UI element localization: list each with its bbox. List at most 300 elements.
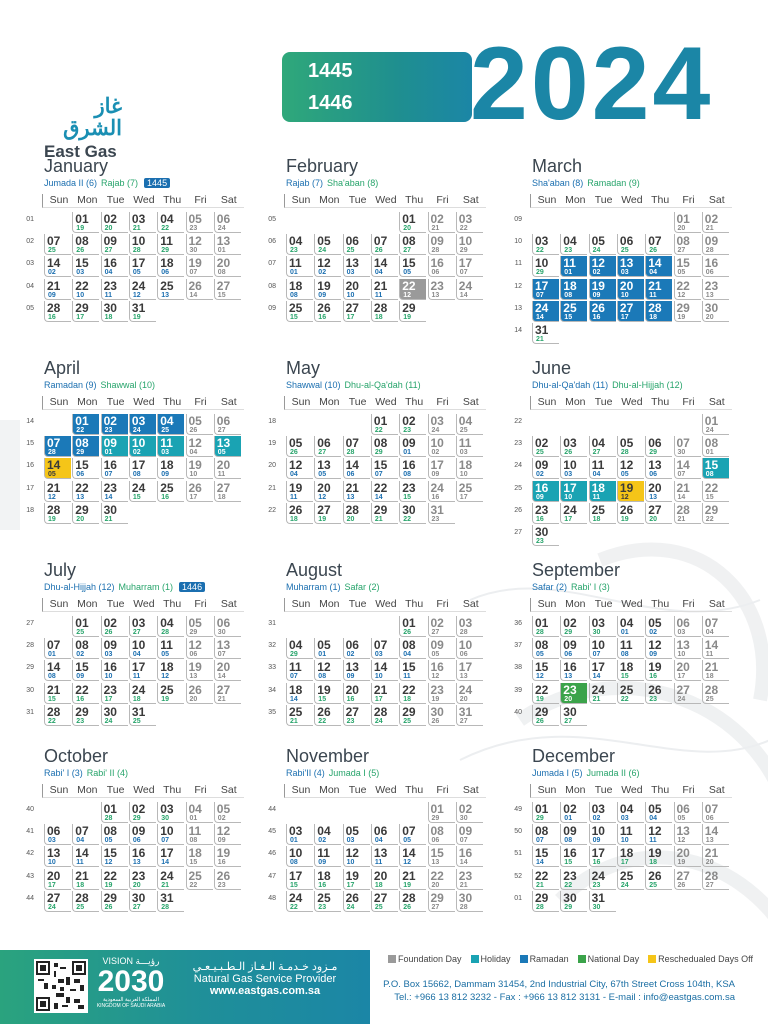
day-cell[interactable] (186, 234, 213, 255)
day-cell[interactable] (560, 846, 587, 867)
day-cell[interactable] (399, 212, 426, 233)
day-cell[interactable] (428, 891, 455, 912)
day-cell[interactable] (428, 503, 455, 524)
day-cell[interactable] (617, 869, 644, 890)
day-cell[interactable] (157, 436, 184, 457)
day-cell[interactable] (286, 481, 313, 502)
day-cell[interactable] (560, 616, 587, 637)
day-cell[interactable] (314, 824, 341, 845)
day-cell[interactable] (617, 660, 644, 681)
day-cell[interactable] (532, 503, 559, 524)
day-cell[interactable] (399, 414, 426, 435)
day-cell[interactable] (399, 301, 426, 322)
day-cell[interactable] (617, 436, 644, 457)
day-cell[interactable] (101, 414, 128, 435)
day-cell[interactable] (343, 638, 370, 659)
day-cell[interactable] (702, 279, 729, 300)
day-cell[interactable] (674, 683, 701, 704)
day-cell[interactable] (456, 212, 483, 233)
day-cell[interactable] (532, 616, 559, 637)
day-cell[interactable] (560, 824, 587, 845)
day-cell[interactable] (314, 458, 341, 479)
day-cell[interactable] (214, 824, 241, 845)
day-cell[interactable] (456, 846, 483, 867)
day-cell[interactable] (186, 824, 213, 845)
day-cell[interactable] (157, 212, 184, 233)
day-cell[interactable] (186, 458, 213, 479)
day-cell[interactable] (617, 481, 644, 502)
day-cell[interactable] (399, 481, 426, 502)
day-cell[interactable] (72, 638, 99, 659)
day-cell[interactable] (44, 458, 71, 479)
day-cell[interactable] (645, 458, 672, 479)
day-cell[interactable] (532, 436, 559, 457)
day-cell[interactable] (456, 458, 483, 479)
day-cell[interactable] (645, 616, 672, 637)
day-cell[interactable] (617, 234, 644, 255)
day-cell[interactable] (532, 323, 559, 344)
day-cell[interactable] (428, 481, 455, 502)
day-cell[interactable] (314, 301, 341, 322)
day-cell[interactable] (532, 301, 559, 322)
day-cell[interactable] (560, 683, 587, 704)
day-cell[interactable] (72, 436, 99, 457)
day-cell[interactable] (44, 503, 71, 524)
day-cell[interactable] (560, 802, 587, 823)
day-cell[interactable] (101, 683, 128, 704)
day-cell[interactable] (157, 683, 184, 704)
day-cell[interactable] (428, 802, 455, 823)
day-cell[interactable] (702, 212, 729, 233)
day-cell[interactable] (617, 824, 644, 845)
day-cell[interactable] (72, 705, 99, 726)
day-cell[interactable] (129, 212, 156, 233)
day-cell[interactable] (44, 436, 71, 457)
day-cell[interactable] (44, 256, 71, 277)
day-cell[interactable] (214, 436, 241, 457)
day-cell[interactable] (589, 234, 616, 255)
day-cell[interactable] (44, 824, 71, 845)
day-cell[interactable] (702, 503, 729, 524)
day-cell[interactable] (456, 824, 483, 845)
day-cell[interactable] (314, 436, 341, 457)
day-cell[interactable] (532, 525, 559, 546)
day-cell[interactable] (674, 301, 701, 322)
day-cell[interactable] (314, 256, 341, 277)
day-cell[interactable] (72, 256, 99, 277)
day-cell[interactable] (72, 824, 99, 845)
day-cell[interactable] (456, 660, 483, 681)
day-cell[interactable] (371, 414, 398, 435)
day-cell[interactable] (702, 846, 729, 867)
day-cell[interactable] (399, 256, 426, 277)
day-cell[interactable] (72, 301, 99, 322)
day-cell[interactable] (286, 234, 313, 255)
day-cell[interactable] (702, 616, 729, 637)
day-cell[interactable] (314, 503, 341, 524)
day-cell[interactable] (129, 481, 156, 502)
day-cell[interactable] (399, 683, 426, 704)
day-cell[interactable] (589, 458, 616, 479)
day-cell[interactable] (129, 234, 156, 255)
day-cell[interactable] (645, 802, 672, 823)
day-cell[interactable] (371, 458, 398, 479)
day-cell[interactable] (157, 660, 184, 681)
day-cell[interactable] (214, 846, 241, 867)
day-cell[interactable] (129, 705, 156, 726)
day-cell[interactable] (314, 638, 341, 659)
day-cell[interactable] (371, 891, 398, 912)
day-cell[interactable] (186, 660, 213, 681)
day-cell[interactable] (560, 279, 587, 300)
day-cell[interactable] (186, 212, 213, 233)
day-cell[interactable] (371, 279, 398, 300)
day-cell[interactable] (399, 869, 426, 890)
day-cell[interactable] (674, 660, 701, 681)
day-cell[interactable] (286, 891, 313, 912)
day-cell[interactable] (617, 638, 644, 659)
day-cell[interactable] (72, 279, 99, 300)
day-cell[interactable] (645, 638, 672, 659)
day-cell[interactable] (214, 660, 241, 681)
day-cell[interactable] (44, 234, 71, 255)
day-cell[interactable] (286, 279, 313, 300)
day-cell[interactable] (44, 846, 71, 867)
day-cell[interactable] (286, 458, 313, 479)
day-cell[interactable] (456, 869, 483, 890)
day-cell[interactable] (702, 869, 729, 890)
day-cell[interactable] (702, 458, 729, 479)
day-cell[interactable] (314, 705, 341, 726)
day-cell[interactable] (428, 846, 455, 867)
day-cell[interactable] (532, 256, 559, 277)
day-cell[interactable] (343, 234, 370, 255)
day-cell[interactable] (560, 503, 587, 524)
day-cell[interactable] (343, 458, 370, 479)
day-cell[interactable] (371, 824, 398, 845)
day-cell[interactable] (72, 869, 99, 890)
day-cell[interactable] (343, 279, 370, 300)
day-cell[interactable] (589, 660, 616, 681)
day-cell[interactable] (399, 279, 426, 300)
day-cell[interactable] (428, 436, 455, 457)
day-cell[interactable] (674, 436, 701, 457)
day-cell[interactable] (560, 256, 587, 277)
day-cell[interactable] (157, 481, 184, 502)
day-cell[interactable] (702, 660, 729, 681)
day-cell[interactable] (456, 436, 483, 457)
day-cell[interactable] (214, 802, 241, 823)
day-cell[interactable] (214, 616, 241, 637)
day-cell[interactable] (371, 705, 398, 726)
day-cell[interactable] (343, 891, 370, 912)
day-cell[interactable] (101, 802, 128, 823)
day-cell[interactable] (343, 846, 370, 867)
day-cell[interactable] (532, 824, 559, 845)
day-cell[interactable] (214, 279, 241, 300)
day-cell[interactable] (101, 256, 128, 277)
day-cell[interactable] (72, 660, 99, 681)
day-cell[interactable] (101, 212, 128, 233)
day-cell[interactable] (44, 660, 71, 681)
day-cell[interactable] (617, 256, 644, 277)
day-cell[interactable] (702, 802, 729, 823)
day-cell[interactable] (589, 683, 616, 704)
day-cell[interactable] (617, 279, 644, 300)
day-cell[interactable] (645, 869, 672, 890)
day-cell[interactable] (428, 824, 455, 845)
day-cell[interactable] (129, 638, 156, 659)
day-cell[interactable] (532, 660, 559, 681)
day-cell[interactable] (72, 414, 99, 435)
day-cell[interactable] (399, 638, 426, 659)
day-cell[interactable] (532, 869, 559, 890)
day-cell[interactable] (560, 660, 587, 681)
day-cell[interactable] (286, 869, 313, 890)
day-cell[interactable] (214, 256, 241, 277)
day-cell[interactable] (532, 481, 559, 502)
day-cell[interactable] (286, 436, 313, 457)
day-cell[interactable] (44, 301, 71, 322)
day-cell[interactable] (456, 891, 483, 912)
day-cell[interactable] (186, 869, 213, 890)
day-cell[interactable] (428, 705, 455, 726)
day-cell[interactable] (589, 301, 616, 322)
day-cell[interactable] (456, 802, 483, 823)
day-cell[interactable] (399, 846, 426, 867)
day-cell[interactable] (645, 279, 672, 300)
day-cell[interactable] (399, 436, 426, 457)
day-cell[interactable] (428, 414, 455, 435)
day-cell[interactable] (101, 638, 128, 659)
day-cell[interactable] (314, 660, 341, 681)
day-cell[interactable] (186, 436, 213, 457)
day-cell[interactable] (44, 481, 71, 502)
day-cell[interactable] (72, 683, 99, 704)
day-cell[interactable] (72, 234, 99, 255)
day-cell[interactable] (532, 234, 559, 255)
day-cell[interactable] (702, 414, 729, 435)
day-cell[interactable] (532, 279, 559, 300)
day-cell[interactable] (399, 824, 426, 845)
day-cell[interactable] (101, 301, 128, 322)
day-cell[interactable] (101, 891, 128, 912)
day-cell[interactable] (589, 891, 616, 912)
day-cell[interactable] (560, 638, 587, 659)
day-cell[interactable] (428, 638, 455, 659)
day-cell[interactable] (314, 481, 341, 502)
day-cell[interactable] (286, 660, 313, 681)
day-cell[interactable] (428, 458, 455, 479)
day-cell[interactable] (314, 891, 341, 912)
day-cell[interactable] (532, 802, 559, 823)
day-cell[interactable] (645, 481, 672, 502)
day-cell[interactable] (129, 458, 156, 479)
day-cell[interactable] (44, 638, 71, 659)
day-cell[interactable] (674, 869, 701, 890)
day-cell[interactable] (371, 436, 398, 457)
day-cell[interactable] (286, 301, 313, 322)
day-cell[interactable] (589, 503, 616, 524)
day-cell[interactable] (129, 660, 156, 681)
day-cell[interactable] (129, 256, 156, 277)
day-cell[interactable] (101, 705, 128, 726)
day-cell[interactable] (186, 414, 213, 435)
day-cell[interactable] (129, 869, 156, 890)
day-cell[interactable] (44, 869, 71, 890)
day-cell[interactable] (560, 234, 587, 255)
day-cell[interactable] (101, 660, 128, 681)
day-cell[interactable] (72, 891, 99, 912)
day-cell[interactable] (456, 234, 483, 255)
day-cell[interactable] (186, 481, 213, 502)
day-cell[interactable] (101, 234, 128, 255)
day-cell[interactable] (214, 683, 241, 704)
day-cell[interactable] (428, 212, 455, 233)
day-cell[interactable] (343, 481, 370, 502)
day-cell[interactable] (560, 705, 587, 726)
day-cell[interactable] (371, 683, 398, 704)
day-cell[interactable] (702, 301, 729, 322)
day-cell[interactable] (456, 414, 483, 435)
day-cell[interactable] (399, 891, 426, 912)
day-cell[interactable] (589, 256, 616, 277)
day-cell[interactable] (617, 503, 644, 524)
day-cell[interactable] (532, 638, 559, 659)
day-cell[interactable] (157, 869, 184, 890)
day-cell[interactable] (456, 616, 483, 637)
day-cell[interactable] (702, 234, 729, 255)
day-cell[interactable] (214, 638, 241, 659)
day-cell[interactable] (617, 458, 644, 479)
day-cell[interactable] (214, 481, 241, 502)
day-cell[interactable] (129, 301, 156, 322)
day-cell[interactable] (560, 869, 587, 890)
day-cell[interactable] (371, 660, 398, 681)
day-cell[interactable] (157, 458, 184, 479)
day-cell[interactable] (157, 638, 184, 659)
day-cell[interactable] (101, 436, 128, 457)
day-cell[interactable] (101, 869, 128, 890)
day-cell[interactable] (371, 503, 398, 524)
day-cell[interactable] (589, 846, 616, 867)
day-cell[interactable] (560, 436, 587, 457)
day-cell[interactable] (157, 279, 184, 300)
day-cell[interactable] (371, 846, 398, 867)
day-cell[interactable] (214, 234, 241, 255)
day-cell[interactable] (702, 436, 729, 457)
day-cell[interactable] (101, 481, 128, 502)
day-cell[interactable] (186, 683, 213, 704)
day-cell[interactable] (589, 869, 616, 890)
day-cell[interactable] (674, 458, 701, 479)
day-cell[interactable] (645, 660, 672, 681)
day-cell[interactable] (645, 824, 672, 845)
day-cell[interactable] (314, 279, 341, 300)
day-cell[interactable] (674, 824, 701, 845)
day-cell[interactable] (674, 279, 701, 300)
day-cell[interactable] (428, 683, 455, 704)
day-cell[interactable] (343, 256, 370, 277)
day-cell[interactable] (157, 414, 184, 435)
day-cell[interactable] (645, 301, 672, 322)
day-cell[interactable] (532, 458, 559, 479)
day-cell[interactable] (674, 234, 701, 255)
day-cell[interactable] (186, 256, 213, 277)
day-cell[interactable] (44, 279, 71, 300)
day-cell[interactable] (157, 846, 184, 867)
day-cell[interactable] (428, 234, 455, 255)
day-cell[interactable] (186, 846, 213, 867)
day-cell[interactable] (456, 481, 483, 502)
day-cell[interactable] (399, 503, 426, 524)
day-cell[interactable] (343, 824, 370, 845)
day-cell[interactable] (428, 660, 455, 681)
day-cell[interactable] (286, 256, 313, 277)
day-cell[interactable] (129, 824, 156, 845)
day-cell[interactable] (343, 705, 370, 726)
day-cell[interactable] (674, 256, 701, 277)
day-cell[interactable] (560, 481, 587, 502)
day-cell[interactable] (645, 503, 672, 524)
day-cell[interactable] (314, 683, 341, 704)
day-cell[interactable] (129, 891, 156, 912)
day-cell[interactable] (129, 846, 156, 867)
day-cell[interactable] (674, 503, 701, 524)
day-cell[interactable] (44, 683, 71, 704)
day-cell[interactable] (186, 279, 213, 300)
day-cell[interactable] (343, 869, 370, 890)
day-cell[interactable] (371, 256, 398, 277)
day-cell[interactable] (314, 846, 341, 867)
day-cell[interactable] (702, 481, 729, 502)
day-cell[interactable] (532, 705, 559, 726)
day-cell[interactable] (399, 458, 426, 479)
day-cell[interactable] (129, 414, 156, 435)
day-cell[interactable] (456, 256, 483, 277)
day-cell[interactable] (399, 705, 426, 726)
day-cell[interactable] (589, 802, 616, 823)
day-cell[interactable] (286, 705, 313, 726)
day-cell[interactable] (214, 414, 241, 435)
day-cell[interactable] (532, 846, 559, 867)
day-cell[interactable] (157, 616, 184, 637)
day-cell[interactable] (617, 846, 644, 867)
day-cell[interactable] (157, 234, 184, 255)
day-cell[interactable] (702, 638, 729, 659)
day-cell[interactable] (645, 846, 672, 867)
day-cell[interactable] (72, 481, 99, 502)
day-cell[interactable] (157, 824, 184, 845)
day-cell[interactable] (702, 683, 729, 704)
day-cell[interactable] (129, 616, 156, 637)
day-cell[interactable] (589, 436, 616, 457)
day-cell[interactable] (101, 458, 128, 479)
day-cell[interactable] (186, 616, 213, 637)
day-cell[interactable] (645, 683, 672, 704)
day-cell[interactable] (428, 616, 455, 637)
day-cell[interactable] (617, 802, 644, 823)
day-cell[interactable] (286, 824, 313, 845)
day-cell[interactable] (157, 802, 184, 823)
day-cell[interactable] (101, 503, 128, 524)
day-cell[interactable] (456, 279, 483, 300)
day-cell[interactable] (589, 638, 616, 659)
day-cell[interactable] (286, 683, 313, 704)
day-cell[interactable] (617, 683, 644, 704)
day-cell[interactable] (214, 212, 241, 233)
day-cell[interactable] (314, 234, 341, 255)
